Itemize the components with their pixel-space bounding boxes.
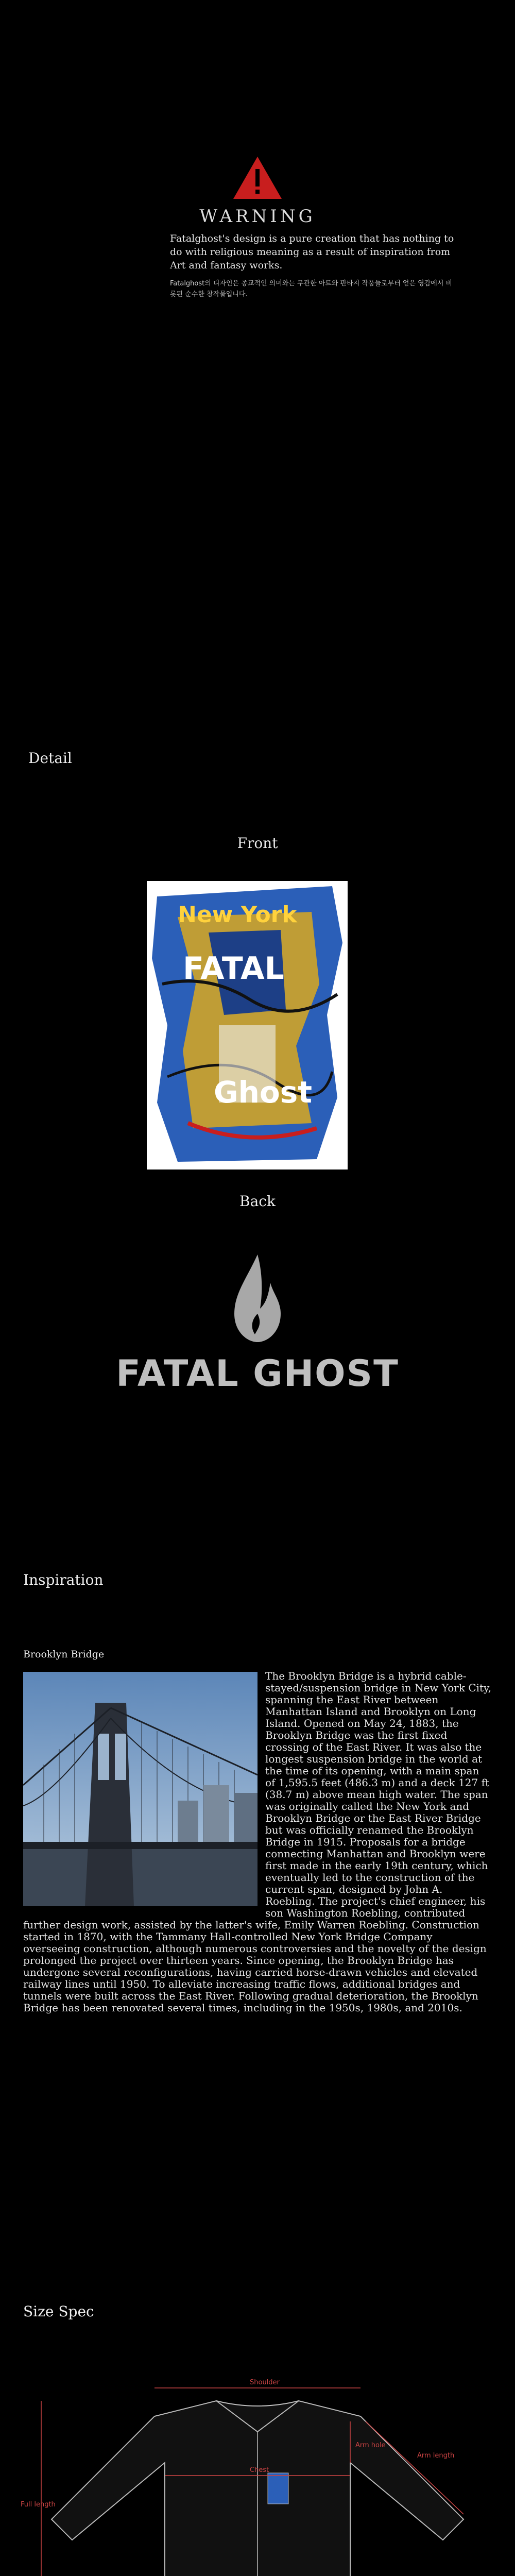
label-chest: Chest [250,2466,269,2474]
artwork-word-newyork: New York [178,902,297,928]
front-artwork [147,881,348,1170]
front-label: Front [237,835,278,852]
inspiration-heading: Inspiration [23,1571,104,1588]
label-full-length: Full length [21,2501,56,2509]
label-arm-length: Arm length [417,2452,455,2460]
warning-text-en: Fatalghost's design is a pure creation that has nothing to do with religious meaning as a result of inspiration from Art and fantasy works. [170,233,454,271]
detail-heading: Detail [28,750,72,767]
warning-triangle-icon [232,155,283,201]
back-label: Back [239,1193,276,1210]
artwork-word-ghost: Ghost [214,1075,312,1110]
label-shoulder: Shoulder [250,2379,280,2386]
size-spec-heading: Size Spec [23,2303,94,2320]
label-arm-hole: Arm hole [355,2442,386,2449]
size-spec-diagram [21,2349,494,2576]
artwork-word-fatal: FATAL [183,951,284,987]
ghost-flame-logo-icon [227,1252,288,1345]
inspiration-text [23,1670,492,2014]
inspiration-photo-title: Brooklyn Bridge [23,1649,105,1660]
warning-text-ko: Fatalghost의 디자인은 종교적인 의미와는 무관한 아트와 판타지 작품들로부터 얻은 영감에서 비롯된 순수한 창작물입니다. [170,280,453,298]
brand-logo-text: FATAL GHOST [116,1352,399,1395]
inspiration-text-body: The Brooklyn Bridge is a hybrid cable-stayed/suspension bridge in New York City, spanning the East River between Manhattan Island and Brooklyn on Long Island. Opened on May 24, 1883, the Brooklyn Bridge was the first fixed crossing of the East River. It was also the longest suspension bridge in the world at the time of its opening, with a main span of 1,595.5 feet (486.3 m) and a deck 127 ft (38.7 m) above mean high water. The span was originally called the New York and Brooklyn Bridge or the East River Bridge but was officially renamed the Brooklyn Bridge in 1915. Proposals for a bridge connecting Manhattan and Brooklyn were first made in the early 19th century, which eventually led to the construction of the current span, designed by John A. Roebling. The project's chief engineer, his son Washington Roebling, contributed further design work, assisted by the latter's wife, Emily Warren Roebling. Construction started in 1870, with the Tammany Hall-controlled New York Bridge Company overseeing construction, although numerous controversies and the novelty of the design prolonged the project over thirteen years. Since opening, the Brooklyn Bridge has undergone several reconfigurations, having carried horse-drawn vehicles and elevated railway lines until 1950. To alleviate increasing traffic flows, additional bridges and tunnels were built across the East River. Following gradual deterioration, the Brooklyn Bridge has been renovated several times, including in the 1950s, 1980s, and 2010s. [23,1670,492,2014]
warning-title: WARNING [199,206,316,227]
